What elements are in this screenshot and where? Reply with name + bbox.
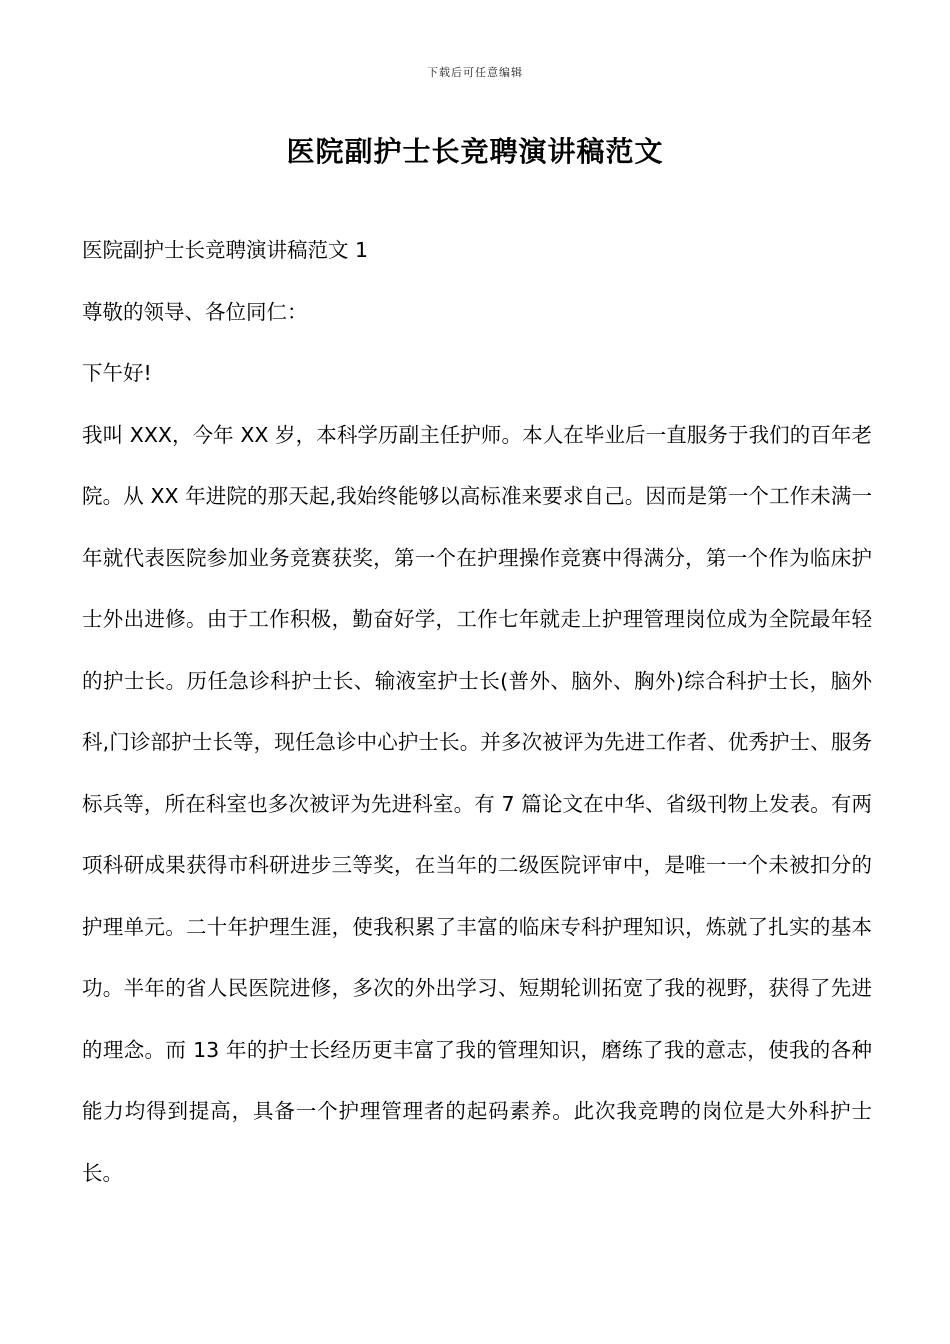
document-title: 医院副护士长竞聘演讲稿范文 bbox=[286, 135, 664, 168]
document-body bbox=[82, 220, 872, 1204]
header-note: 下载后可任意编辑 bbox=[427, 66, 523, 79]
salutation: 尊敬的领导、各位同仁： bbox=[82, 299, 308, 324]
greeting: 下午好! bbox=[82, 361, 152, 385]
main-paragraph: 我叫 XXX，今年 XX 岁，本科学历副主任护师。本人在毕业后一直服务于我们的百年老院。从 XX 年进院的那天起,我始终能够以高标准来要求自己。因而是第一个工作未满一年就代表医院参加业务竞赛获奖，第一个在护理操作竞赛中得满分，第一个作为临床护士外出进修。由于工作积极，勤奋好学，工作七年就走上护理管理岗位成为全院最年轻的护士长。历任急诊科护士长、输液室护士长(普外、脑外、胸外)综合科护士长，脑外科,门诊部护士长等，现任急诊中心护士长。并多次被评为先进工作者、优秀护士、服务标兵等，所在科室也多次被评为先进科室。有 7 篇论文在中华、省级刊物上发表。有两项科研成果获得市科研进步三等奖，在当年的二级医院评审中，是唯一一个未被扣分的护理单元。二十年护理生涯，使我积累了丰富的临床专科护理知识，炼就了扎实的基本功。半年的省人民医院进修，多次的外出学习、短期轮训拓宽了我的视野，获得了先进的理念。而 13 年的护士长经历更丰富了我的管理知识，磨练了我的意志，使我的各种能力均得到提高，具备一个护理管理者的起码素养。此次我竞聘的岗位是大外科护士长。 bbox=[82, 422, 872, 1185]
section-heading: 医院副护士长竞聘演讲稿范文 1 bbox=[82, 238, 369, 262]
